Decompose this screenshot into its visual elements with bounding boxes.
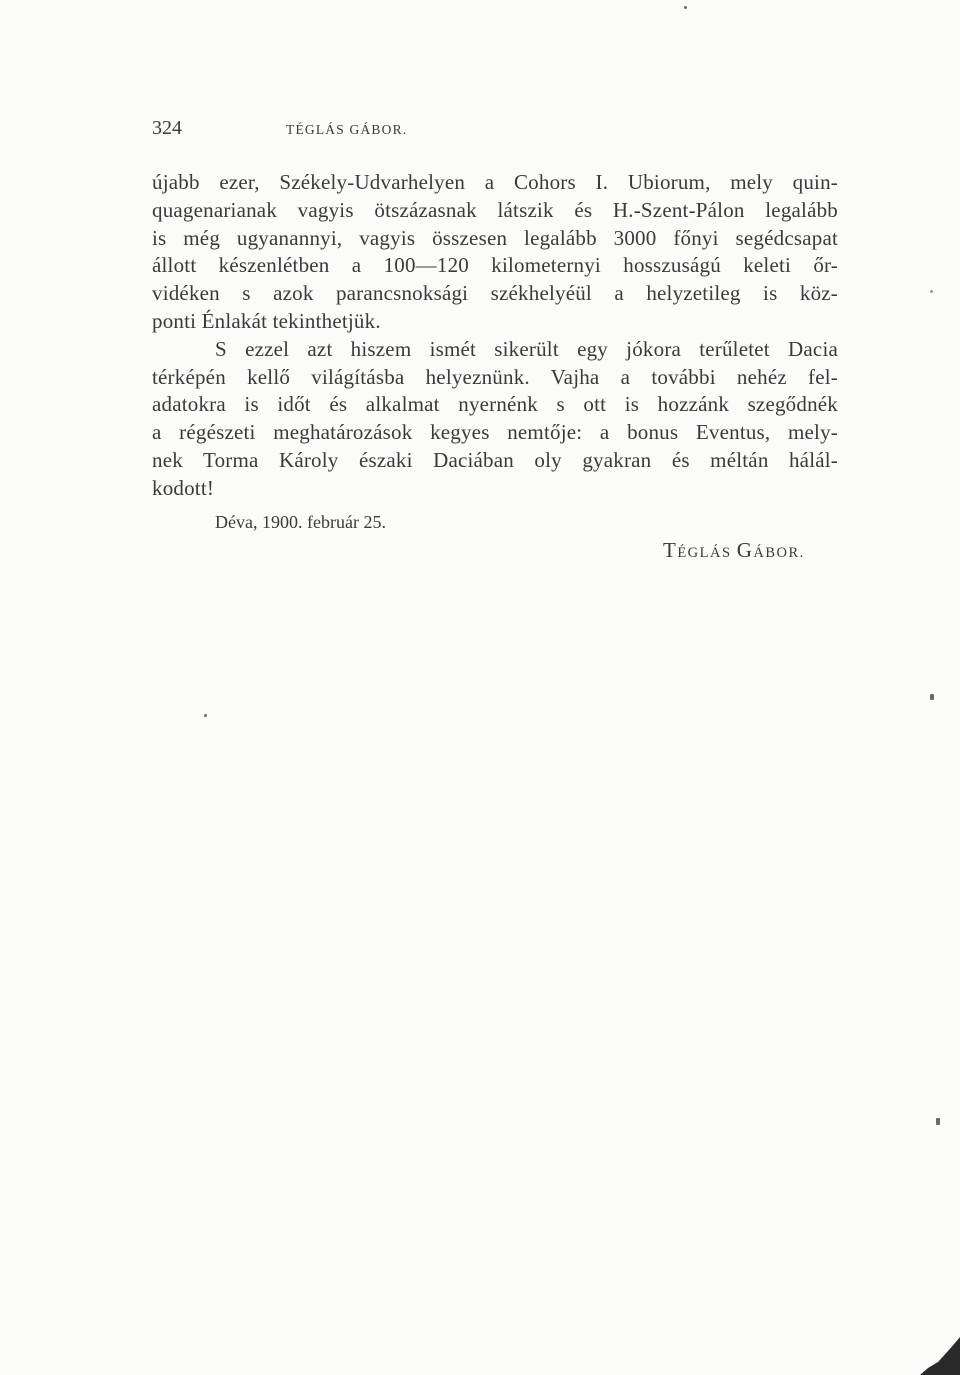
running-title: TÉGLÁS GÁBOR. xyxy=(286,122,408,137)
scan-corner-mark xyxy=(920,1335,960,1375)
scan-speck xyxy=(936,1118,940,1125)
body-text xyxy=(152,169,838,503)
date-line: Déva, 1900. február 25. xyxy=(215,512,386,532)
text-line: térképén kellő világításba helyeznünk. Vajha a további nehéz fel- xyxy=(152,364,838,389)
text-line: ponti Énlakát tekinthetjük. xyxy=(152,308,381,333)
signature-last-name: GÁBOR. xyxy=(736,538,805,562)
signature-first-name: TÉGLÁS xyxy=(663,538,732,562)
text-line: vidéken s azok parancsnoksági székhelyéül a helyzetileg is köz- xyxy=(152,281,838,306)
text-line: quagenarianak vagyis ötszázasnak látszik és H.-Szent-Pálon legalább xyxy=(152,197,838,222)
text-line: állott készenlétben a 100—120 kilometernyi hosszuságú keleti őr- xyxy=(152,253,838,278)
text-line: adatokra is időt és alkalmat nyernénk s ott is hozzánk szegődnék xyxy=(152,392,838,417)
text-line: újabb ezer, Székely-Udvarhelyen a Cohors I. Ubiorum, mely quin- xyxy=(152,170,838,194)
scan-speck xyxy=(684,6,687,9)
page-number: 324 xyxy=(152,117,182,139)
text-line: kodott! xyxy=(152,475,215,500)
text-line: S ezzel azt hiszem ismét sikerült egy jókora terűletet Dacia xyxy=(215,336,838,361)
text-line: nek Torma Károly északi Daciában oly gyakran és méltán hálál- xyxy=(152,447,838,472)
scan-speck xyxy=(930,290,933,293)
scan-speck xyxy=(930,694,934,700)
text-line: is még ugyanannyi, vagyis összesen legalább 3000 főnyi segédcsapat xyxy=(152,225,838,250)
signature xyxy=(663,538,805,565)
text-line: a régészeti meghatározások kegyes nemtője: a bonus Eventus, mely- xyxy=(152,420,838,445)
scan-speck xyxy=(204,714,207,717)
